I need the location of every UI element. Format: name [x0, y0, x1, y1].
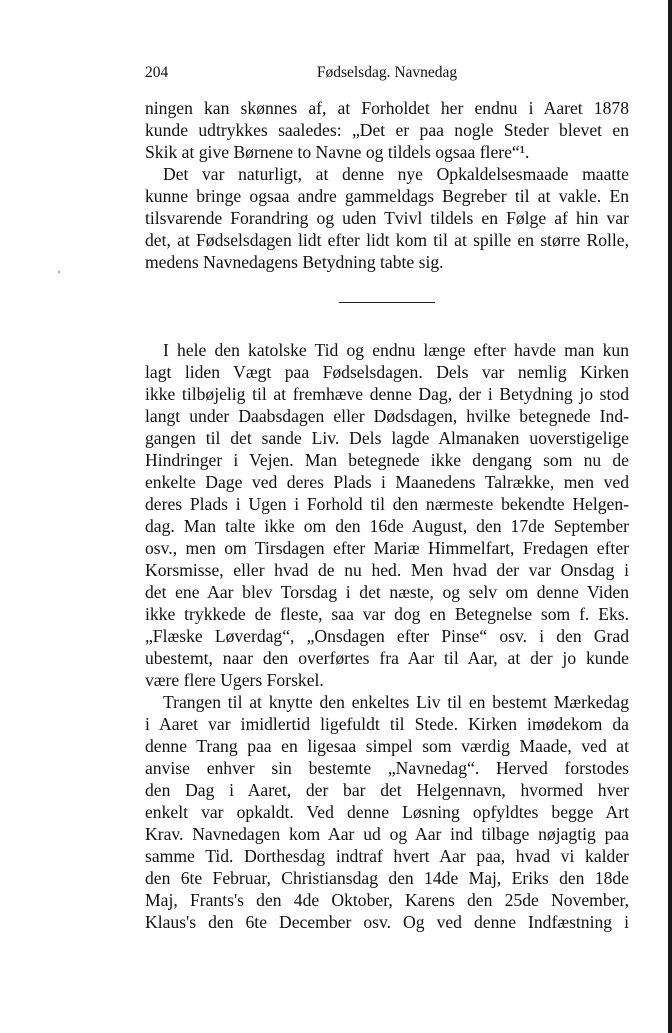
- text-line: medens Navnedagens Betydning tabte sig.: [145, 252, 444, 272]
- text-line: Trangen til at knytte den enkeltes Liv til en bestemt Mærkedag: [163, 692, 629, 712]
- page-number: 204: [145, 64, 169, 81]
- text-line: Maj, Frants's den 4de Oktober, Karens den 25de November,: [145, 890, 629, 910]
- text-line: Krav. Navnedagen kom Aar ud og Aar ind tilbage nøjagtig paa: [145, 824, 629, 844]
- text-line: ikke tilbøjelig til at fremhæve denne Dag, der i Betydning jo stod: [145, 384, 629, 404]
- text-line: ikke trykkede de fleste, saa var dog en Betegnelse som f. Eks.: [145, 604, 629, 624]
- text-section-main: [145, 339, 629, 933]
- text-line: deres Plads i Ugen i Forhold til den nærmeste bekendte Helgen-: [145, 494, 629, 514]
- text-line: enkelt var opkaldt. Ved denne Løsning opfyldtes begge Art: [145, 802, 629, 822]
- text-line: det, at Fødselsdagen lidt efter lidt kom til at spille en større Rolle,: [145, 230, 629, 250]
- text-line: det ene Aar blev Torsdag i det næste, og selv om denne Viden: [145, 582, 629, 602]
- text-line: Hindringer i Vejen. Man betegnede ikke dengang som nu de: [145, 450, 629, 470]
- text-line: enkelte Dage ved deres Plads i Maanedens Talrække, men ved: [145, 472, 629, 492]
- text-line: ningen kan skønnes af, at Forholdet her endnu i Aaret 1878: [145, 98, 629, 118]
- running-title: Fødselsdag. Navnedag: [316, 64, 458, 81]
- text-line: I hele den katolske Tid og endnu længe efter havde man kun: [163, 340, 629, 360]
- text-line: være flere Ugers Forskel.: [145, 670, 324, 690]
- text-line: ubestemt, naar den overførtes fra Aar til Aar, at der jo kunde: [145, 648, 629, 668]
- text-line: den 6te Februar, Christiansdag den 14de Maj, Eriks den 18de: [145, 868, 629, 888]
- text-section-continuation: [145, 97, 629, 273]
- section-divider: [339, 302, 435, 303]
- text-line: dag. Man talte ikke om den 16de August, den 17de September: [145, 516, 629, 536]
- text-line: lagt liden Vægt paa Fødselsdagen. Dels var nemlig Kirken: [145, 362, 629, 382]
- text-line: Klaus's den 6te December osv. Og ved denne Indfæstning i: [145, 912, 629, 932]
- text-line: Korsmisse, eller hvad de nu hed. Men hvad der var Onsdag i: [145, 560, 629, 580]
- text-line: kunne bringe ogsaa andre gammeldags Begreber til at vakle. En: [145, 186, 629, 206]
- text-line: i Aaret var imidlertid ligefuldt til Stede. Kirken imødekom da: [145, 714, 629, 734]
- page-edge-shadow: [668, 0, 672, 1033]
- text-line: gangen til det sande Liv. Dels lagde Almanaken uoverstigelige: [145, 428, 629, 448]
- text-line: osv., men om Tirsdagen efter Mariæ Himmelfart, Fredagen efter: [145, 538, 629, 558]
- text-line: denne Trang paa en ligesaa simpel som værdig Maade, ved at: [145, 736, 629, 756]
- text-line: Det var naturligt, at denne nye Opkaldelsesmaade maatte: [163, 164, 629, 184]
- text-line: tilsvarende Forandring og uden Tvivl tildels en Følge af hin var: [145, 208, 629, 228]
- text-line: den Dag i Aaret, der bar det Helgennavn, hvormed hver: [145, 780, 629, 800]
- text-line: kunde udtrykkes saaledes: „Det er paa nogle Steder blevet en: [145, 120, 629, 140]
- text-line: samme Tid. Dorthesdag indtraf hvert Aar paa, hvad vi kalder: [145, 846, 629, 866]
- text-line: „Flæske Løverdag“, „Onsdagen efter Pinse“ osv. i den Grad: [145, 626, 629, 646]
- text-line: anvise enhver sin bestemte „Navnedag“. Herved forstodes: [145, 758, 629, 778]
- page-header: [145, 64, 629, 86]
- text-line: Skik at give Børnene to Navne og tildels ogsaa flere“¹.: [145, 142, 530, 162]
- text-line: langt under Daabsdagen eller Dødsdagen, hvilke betegnede Ind-: [145, 406, 629, 426]
- scan-speck: [58, 271, 60, 273]
